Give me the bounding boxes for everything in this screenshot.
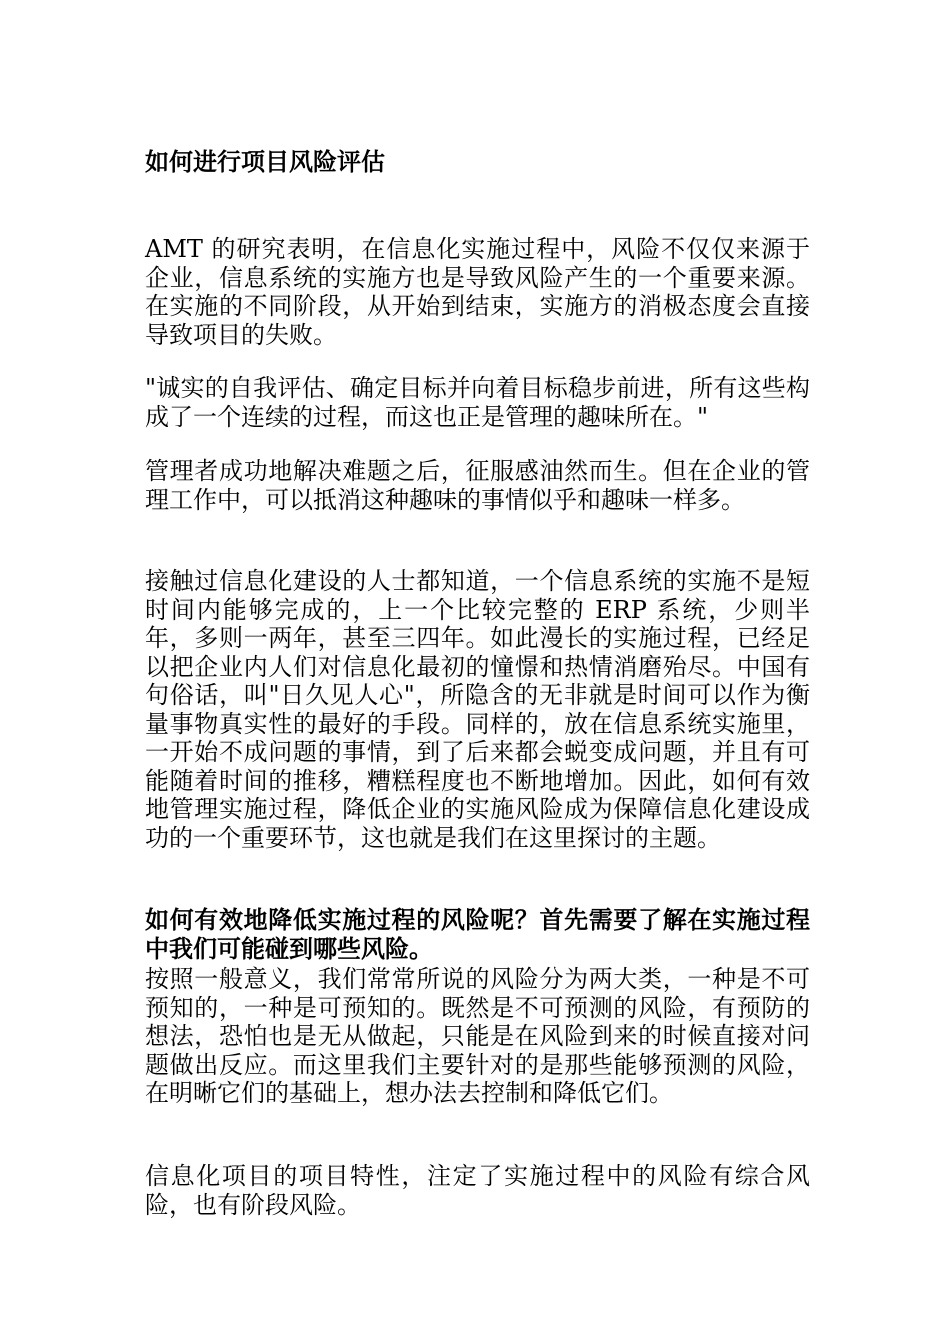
paragraph-manager: 管理者成功地解决难题之后，征服感油然而生。但在企业的管理工作中，可以抵消这种趣味的事情似乎和趣味一样多。 (145, 457, 810, 514)
paragraph-intro: AMT 的研究表明，在信息化实施过程中，风险不仅仅来源于企业，信息系统的实施方也是导致风险产生的一个重要来源。在实施的不同阶段，从开始到结束，实施方的消极态度会直接导致项目的失败。 (145, 235, 810, 349)
document-title: 如何进行项目风险评估 (145, 147, 385, 176)
paragraph-project-traits: 信息化项目的项目特性，注定了实施过程中的风险有综合风险，也有阶段风险。 (145, 1162, 810, 1219)
paragraph-question-heading: 如何有效地降低实施过程的风险呢？首先需要了解在实施过程中我们可能碰到哪些风险。 (145, 905, 810, 963)
paragraph-risk-types: 按照一般意义，我们常常所说的风险分为两大类，一种是不可预知的，一种是可预知的。既然是不可预测的风险，有预防的想法，恐怕也是无从做起，只能是在风险到来的时候直接对问题做出反应。而这里我们主要针对的是那些能够预测的风险，在明晰它们的基础上，想办法去控制和降低它们。 (145, 965, 810, 1107)
paragraph-quote: "诚实的自我评估、确定目标并向着目标稳步前进，所有这些构成了一个连续的过程，而这也正是管理的趣味所在。" (145, 374, 810, 431)
paragraph-implementation: 接触过信息化建设的人士都知道，一个信息系统的实施不是短时间内能够完成的，上一个比较完整的 ERP 系统，少则半年，多则一两年，甚至三四年。如此漫长的实施过程，已经足以把企业内人们对信息化最初的憧憬和热情消磨殆尽。中国有句俗话，叫"日久见人心"，所隐含的无非就是时间可以作为衡量事物真实性的最好的手段。同样的，放在信息系统实施里，一开始不成问题的事情，到了后来都会蜕变成问题，并且有可能随着时间的推移，糟糕程度也不断地增加。因此，如何有效地管理实施过程，降低企业的实施风险成为保障信息化建设成功的一个重要环节，这也就是我们在这里探讨的主题。 (145, 567, 810, 852)
